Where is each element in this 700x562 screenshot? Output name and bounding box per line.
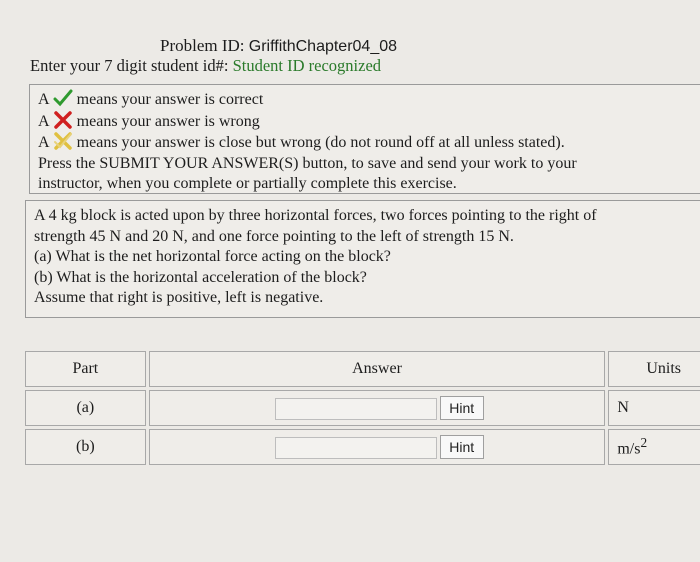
check-mark-icon [53, 89, 73, 107]
units-label: m/s [617, 440, 641, 458]
close-mark-icon [53, 132, 73, 150]
answer-table [22, 348, 700, 468]
problem-id [160, 36, 397, 56]
problem-statement [25, 200, 700, 318]
legend-wrong-row [38, 111, 700, 133]
legend-prefix: A [38, 91, 49, 108]
answer-input-a[interactable] [275, 398, 437, 420]
answer-header: Answer [149, 351, 606, 387]
answer-cell [149, 429, 606, 465]
table-row [25, 429, 700, 465]
x-mark-icon [53, 111, 73, 129]
table-header-row [25, 351, 700, 387]
answer-cell [149, 390, 606, 426]
legend-close-text: means your answer is close but wrong (do not round off at all unless stated). [76, 134, 565, 151]
units-exponent: 2 [640, 435, 648, 451]
legend-wrong-text: means your answer is wrong [76, 112, 260, 130]
units-header: Units [608, 351, 700, 387]
student-id-label: Enter your 7 digit student id#: [30, 56, 233, 75]
problem-line: strength 45 N and 20 N, and one force pointing to the left of strength 15 N. [34, 227, 514, 245]
question-a: (a) What is the net horizontal force acting on the block? [34, 248, 391, 265]
legend-correct-row [38, 89, 700, 111]
units-cell [608, 429, 700, 465]
legend-close-row [38, 132, 700, 154]
legend-prefix: A [38, 134, 49, 151]
hint-button-a[interactable]: Hint [440, 396, 484, 420]
sign-convention: Assume that right is positive, left is negative. [34, 289, 324, 306]
student-id-status: Student ID recognized [232, 56, 382, 75]
legend-correct-text: means your answer is correct [76, 91, 264, 108]
part-header: Part [25, 351, 146, 387]
part-label: (a) [25, 390, 146, 426]
table-row [25, 390, 700, 426]
legend-prefix: A [38, 112, 49, 130]
problem-id-label: Problem ID: [160, 36, 249, 55]
units-label: N [617, 399, 629, 416]
hint-button-b[interactable]: Hint [440, 435, 484, 459]
units-cell [608, 390, 700, 426]
problem-id-value: GriffithChapter04_08 [248, 38, 398, 55]
part-label: (b) [25, 429, 146, 465]
student-id-line [30, 56, 381, 76]
submit-instructions-line2: instructor, when you complete or partially complete this exercise. [38, 175, 457, 192]
question-b: (b) What is the horizontal acceleration of the block? [34, 268, 367, 286]
legend-box [29, 84, 700, 194]
problem-line: A 4 kg block is acted upon by three horizontal forces, two forces pointing to the right of [34, 207, 597, 224]
answer-input-b[interactable] [275, 437, 437, 459]
submit-instructions-line1: Press the SUBMIT YOUR ANSWER(S) button, to save and send your work to your [38, 154, 577, 172]
